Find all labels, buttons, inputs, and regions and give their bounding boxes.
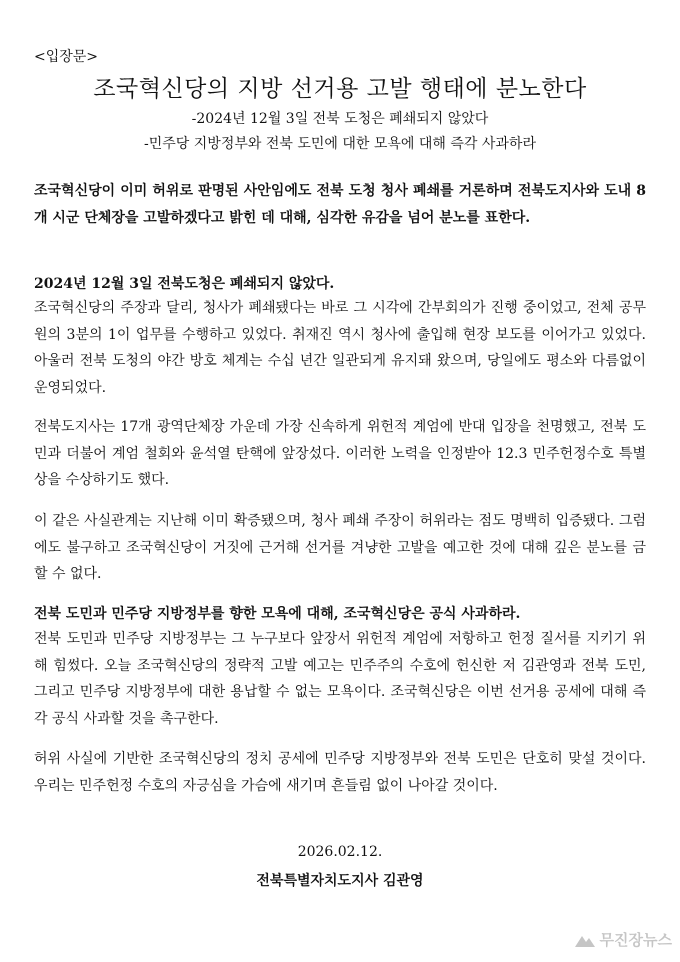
document-date: 2026.02.12. (297, 844, 383, 860)
paragraph-3: 이 같은 사실관계는 지난해 이미 확증됐으며, 청사 폐쇄 주장이 허위라는 점도 명백히 입증됐다. 그럼에도 불구하고 조국혁신당이 거짓에 근거해 선거를 겨냥한 고발을 예고한 것에 대해 깊은 분노를 금할 수 없다. (34, 513, 646, 582)
document-signer: 전북특별자치도지사 김관영 (256, 873, 424, 889)
paragraph-1: 조국혁신당의 주장과 달리, 청사가 폐쇄됐다는 바로 그 시각에 간부회의가 진행 중이었고, 전체 공무원의 3분의 1이 업무를 수행하고 있었다. 취재진 역시 청사에 출입해 현장 보도를 이어가고 있었다. 아울러 전북 도청의 야간 방호 체계는 수십 년간 일관되게 유지돼 왔으며, 당일에도 평소와 다름없이 운영되었다. (34, 300, 646, 396)
watermark-text: 무진장뉴스 (599, 931, 672, 949)
lead-paragraph: 조국혁신당이 이미 허위로 판명된 사안임에도 전북 도청 청사 폐쇄를 거론하며 전북도지사와 도내 8개 시군 단체장을 고발하겠다고 밝힌 데 대해, 심각한 유감을 넘어 분노를 표한다. (34, 183, 646, 226)
paragraph-5: 허위 사실에 기반한 조국혁신당의 정치 공세에 민주당 지방정부와 전북 도민은 단호히 맞설 것이다. 우리는 민주헌정 수호의 자긍심을 가슴에 새기며 흔들림 없이 나아갈 것이다. (34, 751, 646, 794)
page-title: 조국혁신당의 지방 선거용 고발 행태에 분노한다 (93, 76, 587, 102)
mountain-logo-icon (574, 932, 596, 948)
watermark (574, 929, 672, 950)
paragraph-2: 전북도지사는 17개 광역단체장 가운데 가장 신속하게 위헌적 계엄에 반대 입장을 천명했고, 전북 도민과 더불어 계엄 철회와 윤석열 탄핵에 앞장섰다. 이러한 노력을 인정받아 12.3 민주헌정수호 특별상을 수상하기도 했다. (34, 419, 646, 488)
paragraph-4: 전북 도민과 민주당 지방정부는 그 누구보다 앞장서 위헌적 계엄에 저항하고 헌정 질서를 지키기 위해 힘썼다. 오늘 조국혁신당의 정략적 고발 예고는 민주주의 수호에 헌신한 저 김관영과 전북 도민, 그리고 민주당 지방정부에 대한 용납할 수 없는 모욕이다. 조국혁신당은 이번 선거용 공세에 대해 즉각 공식 사과할 것을 촉구한다. (34, 631, 646, 727)
section-heading-1: 2024년 12월 3일 전북도청은 폐쇄되지 않았다. (34, 276, 335, 292)
document-label: <입장문> (34, 49, 99, 65)
subtitle-1: -2024년 12월 3일 전북 도청은 폐쇄되지 않았다 (191, 111, 489, 127)
section-heading-2: 전북 도민과 민주당 지방정부를 향한 모욕에 대해, 조국혁신당은 공식 사과하라. (34, 606, 521, 622)
subtitle-2: -민주당 지방정부와 전북 도민에 대한 모욕에 대해 즉각 사과하라 (144, 136, 536, 152)
